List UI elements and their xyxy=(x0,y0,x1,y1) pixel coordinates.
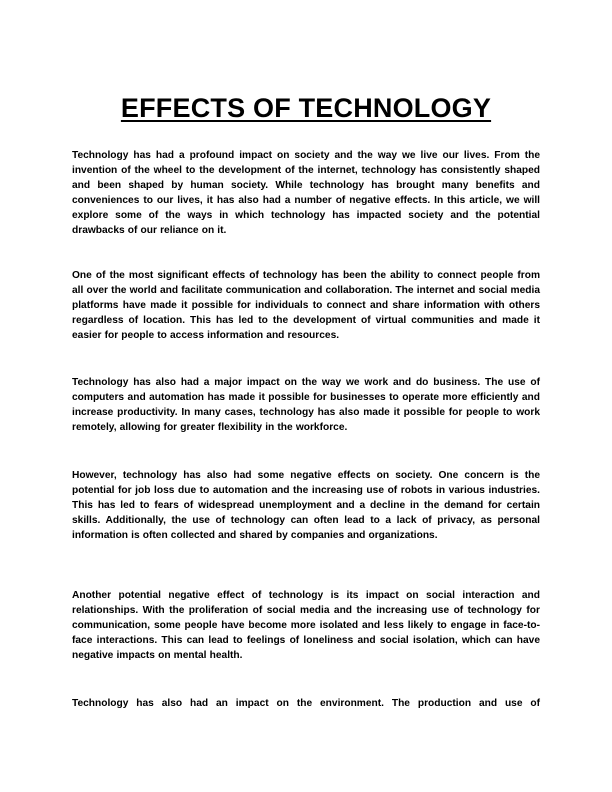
paragraph-2: One of the most significant effects of technology has been the ability to connect people from all over the world and facilitate communication and collaboration. The internet and social media platforms have made it possible for individuals to connect and share information with others regardless of location. This has led to the development of virtual communities and made it easier for people to access information and resources. xyxy=(72,270,540,342)
paragraph-3: Technology has also had a major impact on the way we work and do business. The use of computers and automation has made it possible for businesses to operate more efficiently and increase productivity. In many cases, technology has also made it possible for people to work remotely, allowing for greater flexibility in the workforce. xyxy=(72,377,540,434)
paragraph-5: Another potential negative effect of technology is its impact on social interaction and relationships. With the proliferation of social media and the increasing use of technology for communication, some people have become more isolated and less likely to engage in face-to-face interactions. This can lead to feelings of loneliness and social isolation, which can have negative impacts on mental health. xyxy=(72,590,540,662)
document-title-text: EFFECTS OF TECHNOLOGY xyxy=(120,93,492,124)
paragraph-4: However, technology has also had some negative effects on society. One concern is the potential for job loss due to automation and the increasing use of robots in various industries. This has led to fears of widespread unemployment and a decline in the demand for certain skills. Additionally, the use of technology can often lead to a lack of privacy, as personal information is often collected and shared by companies and organizations. xyxy=(72,470,540,542)
paragraph-6-partial: Technology has also had an impact on the environment. The production and use of xyxy=(72,698,540,709)
document-title xyxy=(0,90,612,126)
paragraph-1: Technology has had a profound impact on society and the way we live our lives. From the invention of the wheel to the development of the internet, technology has consistently shaped and been shaped by human society. While technology has brought many benefits and conveniences to our lives, it has also had a number of negative effects. In this article, we will explore some of the ways in which technology has impacted society and the potential drawbacks of our reliance on it. xyxy=(72,150,540,237)
